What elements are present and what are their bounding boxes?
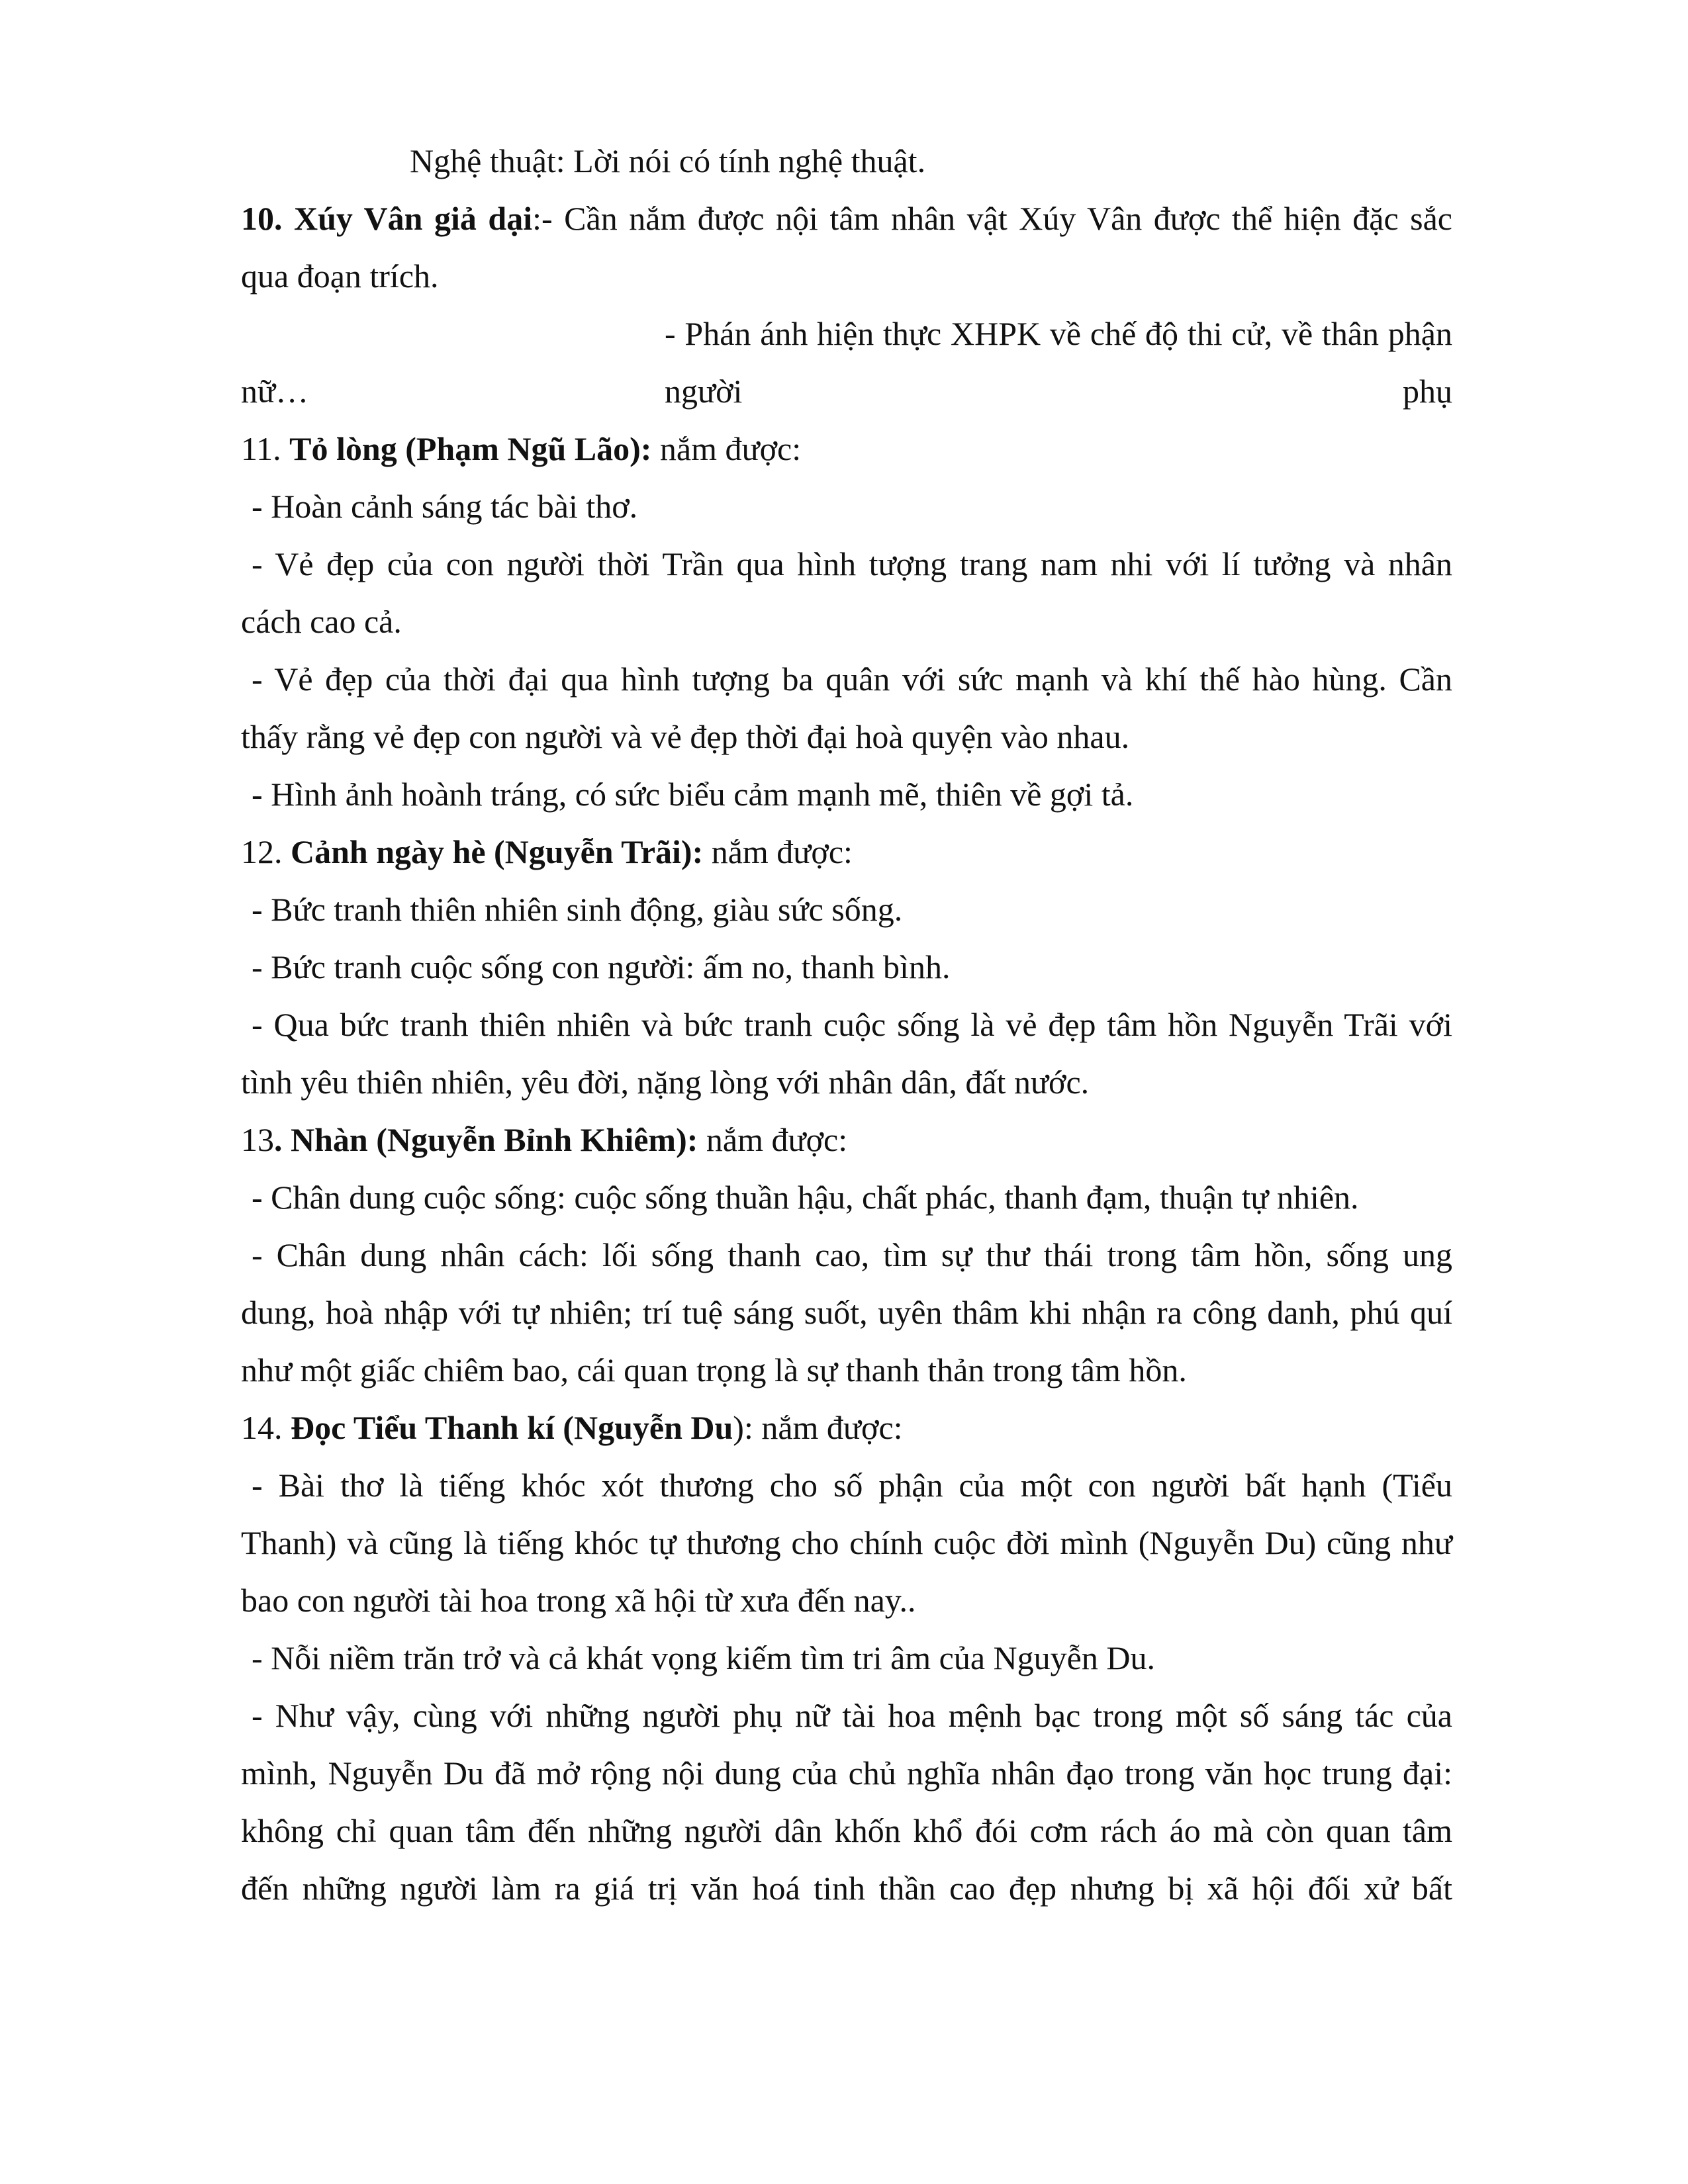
section-13-bullet-2-end: như một giấc chiêm bao, cái quan trọng là sự thanh thản trong tâm hồn. xyxy=(241,1351,1187,1388)
section-14-bullet-3-cont-1: mình, Nguyễn Du đã mở rộng nội dung của chủ nghĩa nhân đạo trong văn học trung đại: xyxy=(241,1754,1452,1792)
section-11-tail: nắm được: xyxy=(651,430,802,467)
section-11-bullet-3: - Vẻ đẹp của thời đại qua hình tượng ba quân với sức mạnh và khí thế hào hùng. Cần xyxy=(252,660,1452,698)
section-10-number: 10. xyxy=(241,200,295,237)
section-11-bullet-1: - Hoàn cảnh sáng tác bài thơ. xyxy=(252,488,638,525)
section-14-bullet-3-cont-3: đến những người làm ra giá trị văn hoá tinh thần cao đẹp nhưng bị xã hội đối xử bất xyxy=(241,1870,1452,1907)
section-11-bullet-4: - Hình ảnh hoành tráng, có sức biểu cảm mạnh mẽ, thiên về gợi tả. xyxy=(252,776,1134,813)
section-14-bullet-2: - Nỗi niềm trăn trở và cả khát vọng kiếm tìm tri âm của Nguyễn Du. xyxy=(252,1639,1155,1676)
section-12-bullet-3: - Qua bức tranh thiên nhiên và bức tranh cuộc sống là vẻ đẹp tâm hồn Nguyễn Trãi với xyxy=(252,1006,1452,1043)
section-10-heading xyxy=(241,190,1452,248)
section-14-heading xyxy=(241,1399,1452,1457)
section-11-number: 11. xyxy=(241,430,290,467)
section-14-bullet-3-cont-2: không chỉ quan tâm đến những người dân khốn khổ đói cơm rách áo mà còn quan tâm xyxy=(241,1812,1452,1849)
section-12-number: 12. xyxy=(241,833,291,870)
section-12-bullet-2: - Bức tranh cuộc sống con người: ấm no, thanh bình. xyxy=(252,948,951,985)
section-14-number: 14. xyxy=(241,1409,291,1446)
section-13-number: 13 xyxy=(241,1121,274,1158)
art-line: Nghệ thuật: Lời nói có tính nghệ thuật. xyxy=(410,142,926,179)
section-10-point-2-cont: nữ… xyxy=(241,373,309,410)
section-14-tail: ): nắm được: xyxy=(733,1409,903,1446)
section-12-heading xyxy=(241,823,1452,881)
section-10-point-1-cont: qua đoạn trích. xyxy=(241,257,439,295)
document-page xyxy=(241,132,1452,1917)
section-10-point-2: - Phán ánh hiện thực XHPK về chế độ thi cử, về thân phận người phụ xyxy=(665,315,1452,410)
section-11-title: Tỏ lòng (Phạm Ngũ Lão): xyxy=(289,430,652,467)
section-14-bullet-3: - Như vậy, cùng với những người phụ nữ tài hoa mệnh bạc trong một số sáng tác của xyxy=(252,1697,1452,1734)
section-11-heading xyxy=(241,420,1452,478)
section-10-point-1: :- Cần nắm được nội tâm nhân vật Xúy Vân được thể hiện đặc sắc xyxy=(532,200,1452,237)
section-14-bullet-1: - Bài thơ là tiếng khóc xót thương cho số phận của một con người bất hạnh (Tiểu xyxy=(252,1467,1452,1504)
section-12-tail: nắm được: xyxy=(703,833,853,870)
section-14-title: Đọc Tiểu Thanh kí (Nguyễn Du xyxy=(291,1409,733,1446)
section-13-tail: nắm được: xyxy=(698,1121,848,1158)
section-13-title: . Nhàn (Nguyễn Bỉnh Khiêm): xyxy=(274,1121,698,1158)
section-13-bullet-1: - Chân dung cuộc sống: cuộc sống thuần hậu, chất phác, thanh đạm, thuận tự nhiên. xyxy=(252,1179,1359,1216)
section-12-bullet-1: - Bức tranh thiên nhiên sinh động, giàu sức sống. xyxy=(252,891,903,928)
section-11-bullet-3-cont: thấy rằng vẻ đẹp con người và vẻ đẹp thời đại hoà quyện vào nhau. xyxy=(241,718,1130,755)
section-11-bullet-2: - Vẻ đẹp của con người thời Trần qua hình tượng trang nam nhi với lí tưởng và nhân xyxy=(252,545,1452,582)
section-14-bullet-1-cont: Thanh) và cũng là tiếng khóc tự thương cho chính cuộc đời mình (Nguyễn Du) cũng như xyxy=(241,1524,1452,1561)
section-10-title: Xúy Vân giả dại xyxy=(294,200,533,237)
section-13-bullet-2: - Chân dung nhân cách: lối sống thanh cao, tìm sự thư thái trong tâm hồn, sống ung xyxy=(252,1236,1452,1273)
section-13-bullet-2-cont: dung, hoà nhập với tự nhiên; trí tuệ sáng suốt, uyên thâm khi nhận ra công danh, phú quí xyxy=(241,1294,1452,1331)
section-14-bullet-1-end: bao con người tài hoa trong xã hội từ xưa đến nay.. xyxy=(241,1582,916,1619)
section-12-bullet-3-cont: tình yêu thiên nhiên, yêu đời, nặng lòng với nhân dân, đất nước. xyxy=(241,1064,1090,1101)
section-12-title: Cảnh ngày hè (Nguyễn Trãi): xyxy=(291,833,704,870)
section-11-bullet-2-cont: cách cao cả. xyxy=(241,603,402,640)
section-13-heading xyxy=(241,1111,1452,1169)
